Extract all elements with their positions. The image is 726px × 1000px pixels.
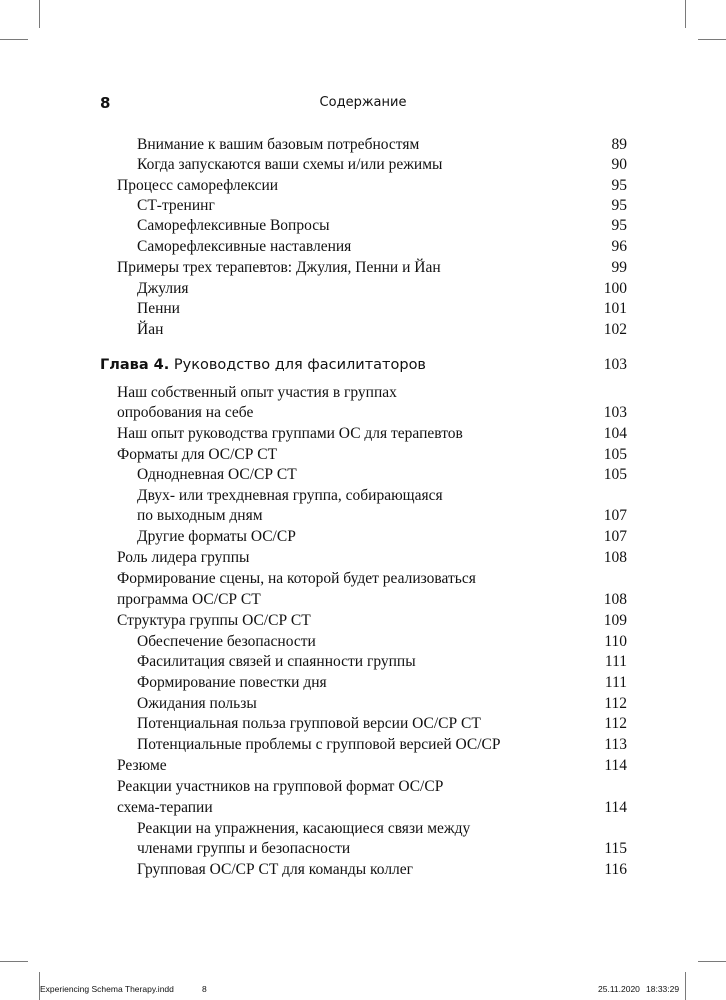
toc-entry-title: Двух- или трехдневная группа, собирающаяся <box>137 487 443 504</box>
crop-mark <box>698 961 726 962</box>
toc-entry-title: Наш опыт руководства группами ОС для терапевтов <box>117 425 463 442</box>
toc-entry-page: 112 <box>604 695 627 712</box>
toc-entry-page: 102 <box>603 321 627 338</box>
toc-entry-title: Фасилитация связей и спаянности группы <box>137 653 416 670</box>
toc-entry-title: опробования на себе <box>117 404 254 421</box>
toc-entry-title: Процесс саморефлексии <box>117 177 279 194</box>
footer-date: 25.11.2020 <box>598 984 640 994</box>
footer-file-name: Experiencing Schema Therapy.indd <box>40 984 174 994</box>
toc-entry-title: Джулия <box>137 280 189 297</box>
toc-entry-page: 105 <box>603 446 627 463</box>
toc-entry-page: 89 <box>611 136 627 153</box>
toc-entry-title: Потенциальные проблемы с групповой версией ОС/СР <box>137 736 501 753</box>
toc-entry-page: 107 <box>603 528 627 545</box>
toc-entry-title: Саморефлексивные Вопросы <box>137 217 330 234</box>
toc-entry-page: 108 <box>603 591 627 608</box>
chapter-title: Руководство для фасилитаторов <box>173 357 426 373</box>
toc-entry-page: 95 <box>611 177 627 194</box>
toc-entry-title: Когда запускаются ваши схемы и/или режимы <box>137 156 443 173</box>
toc-entry-title: Реакции участников на групповой формат ОС/СР <box>117 778 444 795</box>
crop-mark <box>685 0 686 28</box>
toc-entry-title: Другие форматы ОС/СР <box>137 528 296 545</box>
toc-entry-page: 108 <box>603 549 627 566</box>
toc-entry-page: 95 <box>611 217 627 234</box>
toc-entry-page: 111 <box>604 674 627 691</box>
toc-entry-page: 103 <box>603 404 627 421</box>
running-head: Содержание <box>319 95 407 110</box>
toc-entry-title: Потенциальная польза групповой версии ОС/СР СТ <box>137 715 481 732</box>
toc-entry-title: схема-терапии <box>117 799 213 816</box>
toc-entry-title: Форматы для ОС/СР СТ <box>117 446 278 463</box>
toc-entry-page: 100 <box>603 280 627 297</box>
toc-entry-title: Наш собственный опыт участия в группах <box>117 384 397 401</box>
chapter-label: Глава 4. <box>100 357 170 373</box>
toc-entry-title: Формирование сцены, на которой будет реализоваться <box>117 570 476 587</box>
toc-entry-page: 90 <box>611 156 627 173</box>
toc-entry-page: 114 <box>604 799 627 816</box>
toc-entry-page: 116 <box>604 861 627 878</box>
page-number: 8 <box>100 94 111 112</box>
toc-entry-page: 111 <box>604 653 627 670</box>
toc-entry-title: Саморефлексивные наставления <box>137 238 352 255</box>
toc-entry-title: Примеры трех терапевтов: Джулия, Пенни и Йан <box>117 259 441 276</box>
toc-entry-page: 113 <box>604 736 627 753</box>
toc-entry-title: Формирование повестки дня <box>137 674 327 691</box>
toc-entry-title: Йан <box>137 321 164 338</box>
toc-entry-title: Однодневная ОС/СР СТ <box>137 466 297 483</box>
toc-entry-page: 109 <box>603 612 627 629</box>
toc-entry-title: Резюме <box>117 757 167 774</box>
toc-entry-title: программа ОС/СР СТ <box>117 591 261 608</box>
crop-mark <box>685 972 686 1000</box>
toc-entry-title: Пенни <box>137 300 180 317</box>
toc-entry-page: 110 <box>604 633 627 650</box>
toc-entry-page: 96 <box>611 238 627 255</box>
crop-mark <box>0 961 28 962</box>
toc-entry-title: Ожидания пользы <box>137 695 257 712</box>
toc-entry-page: 104 <box>603 425 627 442</box>
toc-entry-title: членами группы и безопасности <box>137 840 351 857</box>
toc-entry-page: 99 <box>611 259 627 276</box>
toc-entry-page: 95 <box>611 197 627 214</box>
toc-entry-title: Внимание к вашим базовым потребностям <box>137 136 420 153</box>
footer-time: 18:33:29 <box>646 984 680 994</box>
crop-mark <box>0 39 28 40</box>
toc-entry-title: Реакции на упражнения, касающиеся связи между <box>137 820 471 837</box>
toc-entry-title: Структура группы ОС/СР СТ <box>117 612 311 629</box>
toc-entry-title: Групповая ОС/СР СТ для команды коллег <box>137 861 414 878</box>
crop-mark <box>698 39 726 40</box>
toc-entry-page: 105 <box>603 466 627 483</box>
toc-entry-page: 107 <box>603 507 627 524</box>
crop-mark <box>39 0 40 28</box>
toc-entry-page: 103 <box>603 356 627 373</box>
toc-entry-title: по выходным дням <box>137 507 263 524</box>
toc-entry-title: Роль лидера группы <box>117 549 250 566</box>
footer-file-page: 8 <box>202 984 207 994</box>
toc-entry-title: Обеспечение безопасности <box>137 633 316 650</box>
toc-entry-page: 114 <box>604 757 627 774</box>
toc-entry-page: 101 <box>603 300 627 317</box>
toc-entry-title: СТ-тренинг <box>137 197 215 214</box>
toc-entry-page: 112 <box>604 715 627 732</box>
toc-entry-page: 115 <box>604 840 627 857</box>
